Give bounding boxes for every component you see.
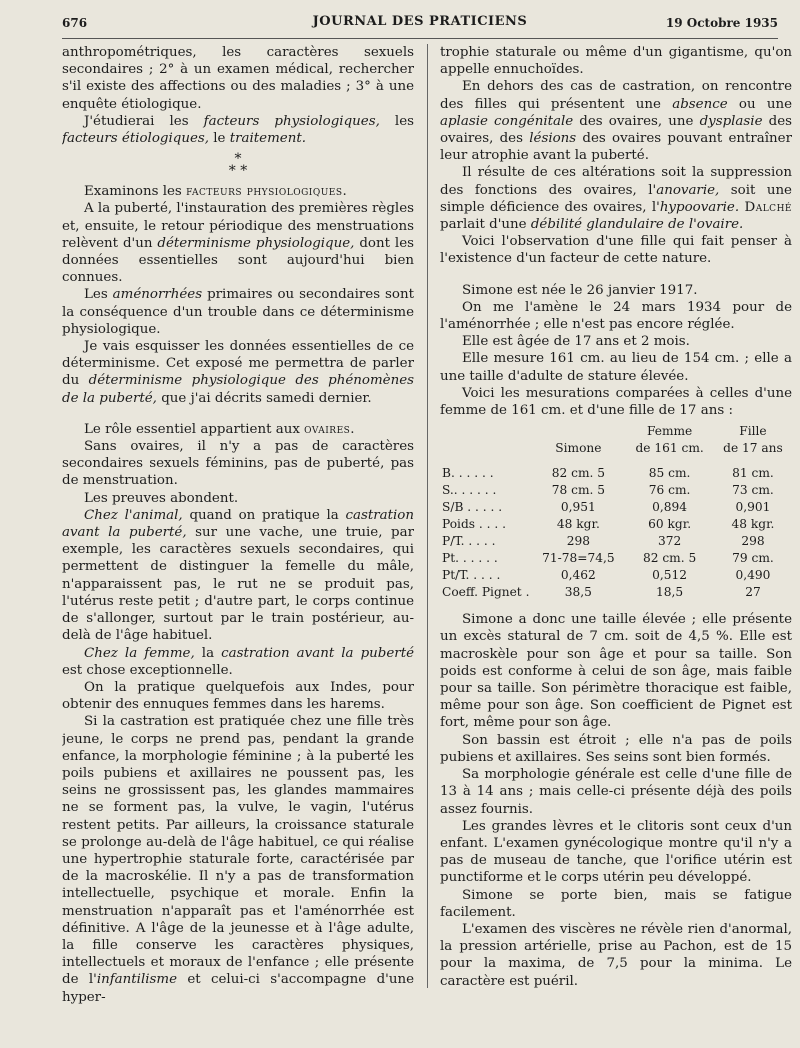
paragraph: En dehors des cas de castration, on rencontre des filles qui présentent une absence ou une aplasie congénitale des ovaires, une dysplasie des ovaires, des lésions des ovaires pouvant entraîner leur atrophie avant la puberté. bbox=[440, 79, 792, 164]
paragraph: Son bassin est étroit ; elle n'a pas de poils pubiens et axillaires. Ses seins sont bien formés. bbox=[440, 732, 792, 765]
paragraph: Je vais esquisser les données essentielles de ce déterminisme. Cet exposé me permettra de parler du déterminisme physiologique des phénomènes de la puberté, que j'ai décrits samedi dernier. bbox=[62, 339, 414, 406]
paragraph: A la puberté, l'instauration des premières règles et, ensuite, le retour périodique des menstruations relèvent d'un déterminisme physiologique, dont les données essentielles sont aujourd'hui bien connues. bbox=[62, 201, 414, 286]
table-row: Pt. . . . . . 71-78=74,5 82 cm. 5 79 cm. bbox=[442, 551, 774, 566]
paragraph: On me l'amène le 24 mars 1934 pour de l'aménorrhée ; elle n'est pas encore réglée. bbox=[440, 299, 792, 333]
table-row: Poids . . . . 48 kgr. 60 kgr. 48 kgr. bbox=[442, 517, 775, 532]
section-separator bbox=[62, 151, 414, 180]
paragraph: J'étudierai les facteurs physiologiques, les facteurs étiologiques, le traitement. bbox=[62, 113, 414, 147]
header-rule bbox=[62, 38, 778, 39]
stars-bottom: * * bbox=[228, 163, 248, 180]
paragraph: Chez l'animal, quand on pratique la castration avant la puberté, sur une vache, une truie, par exemple, les caractères sexuels secondaires, qui permettent de distinguer la femelle du mâle, n'apparaissent pas, le rut ne se produit pas, l'utérus reste petit ; d'autre part, le corps continue de s'allonger, surtout par le train postérieur, au-delà de l'âge habituel. bbox=[62, 507, 414, 644]
table-row: S.. . . . . . 78 cm. 5 76 cm. 73 cm. bbox=[442, 483, 774, 498]
paragraph: Il résulte de ces altérations soit la suppression des fonctions des ovaires, l'anovarie, soit une simple déficience des ovaires, l'hypoovarie. Dalché parlait d'une débilité glandulaire de l'ovaire. bbox=[440, 165, 792, 233]
table-row: S/B . . . . . 0,951 0,894 0,901 bbox=[442, 500, 771, 515]
paragraph: Elle mesure 161 cm. au lieu de 154 cm. ; elle a une taille d'adulte de stature élevée. bbox=[440, 351, 792, 384]
section-heading: Examinons les facteurs physiologiques. bbox=[84, 184, 348, 200]
measurements-table bbox=[440, 423, 792, 601]
left-column bbox=[62, 44, 414, 1008]
page-number: 676 bbox=[62, 16, 88, 30]
paragraph: trophie staturale ou même d'un gigantisme, qu'on appelle ennuchoïdes. bbox=[440, 45, 792, 78]
paragraph: Simone se porte bien, mais se fatigue facilement. bbox=[440, 887, 792, 920]
paragraph: Sa morphologie générale est celle d'une fille de 13 à 14 ans ; mais celle-ci présente déjà des poils assez fournis. bbox=[440, 767, 792, 817]
paragraph: Les preuves abondent. bbox=[84, 490, 239, 506]
paragraph: Simone est née le 26 janvier 1917. bbox=[462, 282, 698, 298]
paragraph: Le rôle essentiel appartient aux ovaires. bbox=[84, 421, 356, 437]
page-header bbox=[62, 14, 778, 36]
measurements-body bbox=[440, 465, 792, 601]
paragraph: anthropométriques, les caractères sexuels secondaires ; 2° à un examen médical, rechercher s'il existe des affections ou des maladies ; 3° à une enquête étiologique. bbox=[62, 45, 414, 112]
paragraph: Voici les mesurations comparées à celles d'une femme de 161 cm. et d'une fille de 17 ans : bbox=[440, 385, 792, 419]
paragraph: Les grandes lèvres et le clitoris sont ceux d'un enfant. L'examen gynécologique montre qu'il n'y a pas de museau de tanche, que l'orifice utérin est punctiforme et le corps utérin peu développé. bbox=[440, 818, 792, 886]
table-header-row bbox=[440, 423, 792, 457]
table-row: P/T. . . . . 298 372 298 bbox=[442, 534, 765, 549]
header-femme: Femme de 161 cm. bbox=[635, 424, 704, 456]
table-row: Coeff. Pignet . 38,5 18,5 27 bbox=[442, 585, 761, 600]
journal-title: JOURNAL DES PRATICIENS bbox=[312, 14, 528, 29]
header-fille: Fille de 17 ans bbox=[723, 424, 783, 456]
paragraph: Voici l'observation d'une fille qui fait penser à l'existence d'un facteur de cette nature. bbox=[440, 234, 792, 267]
paragraph: Elle est âgée de 17 ans et 2 mois. bbox=[462, 334, 690, 350]
header-simone: Simone bbox=[555, 441, 602, 456]
paragraph: Sans ovaires, il n'y a pas de caractères secondaires sexuels féminins, pas de puberté, pas de menstruation. bbox=[62, 439, 414, 489]
star-top: * bbox=[234, 151, 242, 168]
header-blank bbox=[440, 423, 531, 457]
paragraph: Simone a donc une taille élevée ; elle présente un excès statural de 7 cm. soit de 4,5 %. Elle est macroskèle pour son âge et pour sa taille. Son poids est conforme à celui de son âge, mais faible pour sa taille. Son périmètre thoracique est faible, même pour son âge. Son coefficient de Pignet est fort, même pour son âge. bbox=[440, 612, 792, 731]
column-divider bbox=[427, 44, 428, 988]
issue-date: 19 Octobre 1935 bbox=[665, 16, 778, 30]
paragraph: Les aménorrhées primaires ou secondaires sont la conséquence d'un trouble dans ce déterminisme physiologique. bbox=[62, 287, 414, 337]
paragraph: L'examen des viscères ne révèle rien d'anormal, la pression artérielle, prise au Pachon, est de 15 pour la maxima, de 7,5 pour la minima. Le caractère est puéril. bbox=[440, 921, 792, 989]
paragraph: Si la castration est pratiquée chez une fille très jeune, le corps ne prend pas, pendant la grande enfance, la morphologie féminine ; à la puberté les poils pubiens et axillaires ne poussent pas, les seins ne grossissent pas, les glandes mammaires ne se forment pas, la vulve, le vagin, l'utérus restent petits. Par ailleurs, la croissance staturale se prolonge au-delà de l'âge habituel, ce qui réalise une hypertrophie staturale forte, caractérisée par de la macroskélie. Il n'y a pas de transformation intellectuelle, psychique et morale. Enfin la menstruation n'apparaît pas et l'aménorrhée est définitive. A l'âge de la jeunesse et à l'âge adulte, la fille conserve les caractères physiques, intellectuels et moraux de l'enfance ; elle présente de l'infantilisme et celui-ci s'accompagne d'une hyper- bbox=[62, 714, 414, 1005]
table-row: B. . . . . . 82 cm. 5 85 cm. 81 cm. bbox=[442, 466, 774, 481]
table-row: Pt/T. . . . . 0,462 0,512 0,490 bbox=[442, 568, 771, 583]
paragraph: On la pratique quelquefois aux Indes, pour obtenir des ennuques femmes dans les harems. bbox=[62, 679, 414, 713]
right-column bbox=[440, 44, 792, 1008]
paragraph: Chez la femme, la castration avant la puberté est chose exceptionnelle. bbox=[62, 645, 414, 678]
